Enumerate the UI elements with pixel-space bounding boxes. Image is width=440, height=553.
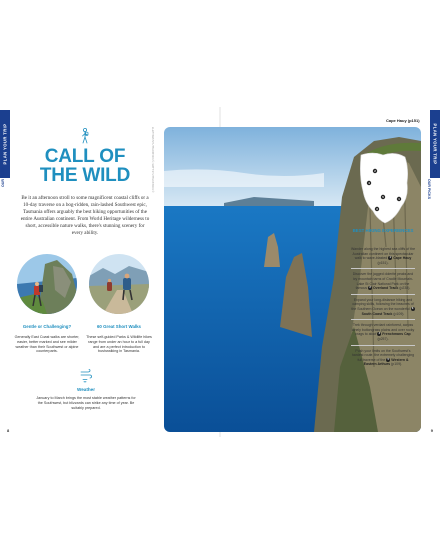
hike-ref: (p257).: [377, 336, 389, 341]
feature-title-gentle: Gentle or Challenging?: [22, 324, 72, 329]
our-picks-label-right: OUR PICKS: [427, 179, 432, 199]
hike-number: 2: [369, 286, 371, 290]
hike-place: South Coast Track: [361, 311, 393, 316]
hike-item-3: [351, 295, 415, 320]
svg-text:5: 5: [382, 195, 384, 199]
map-marker-1: [397, 197, 401, 201]
weather-text: January to March brings the most stable weather patterns for the Southwest, but blizzards can strike any time of year. Be suitably prepared.: [36, 396, 136, 410]
hikers-trail-photo: [89, 254, 149, 314]
hike-ref: (p238).: [399, 286, 411, 291]
title-line-2: THE WILD: [39, 165, 131, 186]
feature-text-short-walks: These self-guided Parks & Wildlife hikes range from under an hour to a full day and are a perfect introduction to bushwalking in Tasmania.: [86, 335, 152, 354]
map-marker-2: [373, 169, 377, 173]
hike-text: Expand your long-distance hiking and camping skills, following the beaches of the Southern Ocean on the wonderful: [351, 297, 414, 311]
hike-place: Cape Hauy: [393, 256, 412, 261]
feature-text-gentle: Generally East Coast walks are shorter, easier, better marked and see milder weather than their Southwest or alpine counterparts.: [14, 335, 80, 354]
svg-text:1: 1: [398, 197, 400, 201]
page-number-right: 9: [430, 428, 433, 433]
svg-text:4: 4: [368, 181, 370, 185]
hiker-cliff-illustration: [17, 254, 77, 314]
photo-caption: Cape Hauy (p151): [386, 118, 420, 123]
svg-text:2: 2: [374, 169, 376, 173]
best-hiking-title: BEST HIKING EXPERIENCES: [352, 228, 414, 233]
weather-title: Weather: [76, 387, 96, 392]
tasmania-map: [355, 149, 411, 227]
tab-label: PLAN YOUR TRIP: [2, 123, 8, 165]
our-picks-label: OUR PICKS: [1, 167, 5, 187]
hike-number: 1: [389, 256, 391, 260]
hike-text: Discover the jagged dolerite peaks and icy mountain tarns of Cradle Mountain-Lake St Clair National Park on the famous: [352, 272, 414, 291]
hike-place: Overland Track: [373, 286, 399, 291]
hike-ref: (p151).: [377, 260, 389, 265]
map-marker-5: [381, 195, 385, 199]
hike-place: Frenchmans Cap: [382, 332, 411, 337]
title-line-1: CALL OF: [44, 146, 126, 167]
hikers-trail-illustration: [89, 254, 149, 314]
hiker-icon: [80, 128, 90, 144]
hike-item-1: [351, 244, 415, 269]
hike-number: 5: [387, 357, 389, 361]
hike-place: Western & Eastern Arthurs: [363, 357, 409, 367]
hike-item-2: [351, 269, 415, 294]
plan-your-trip-tab-right: [430, 110, 440, 178]
intro-paragraph: Be it an afternoon stroll to some magnificent coastal cliffs or a 10-day traverse on a bog-ridden, rain-lashed Southwest epic, Tasmania offers arguably the best hiking opportunities of the entire Australian continent. From World Heritage wilderness to short, accessible nature walks, there's stunning scenery for every ability.: [20, 195, 150, 236]
svg-text:3: 3: [376, 207, 378, 211]
hike-text: Trek through verdant rainforest, across lonely buttongrass plains and over rocky crags to aloof: [351, 323, 415, 337]
map-marker-3: [375, 207, 379, 211]
hike-item-4: [351, 320, 415, 345]
book-spread: [0, 107, 440, 437]
hike-item-5: [351, 346, 415, 370]
hike-number: 3: [411, 307, 414, 311]
right-page: [220, 107, 440, 437]
hiker-cliff-photo: [17, 254, 77, 314]
hike-ref: (p109).: [391, 362, 403, 367]
map-marker-4: [367, 181, 371, 185]
hike-text: Push your limits on the Southwest's hardest route, the extremely challenging full traverse of the: [351, 348, 415, 362]
feature-title-short-walks: 60 Great Short Walks: [96, 324, 141, 329]
hike-number: 4: [378, 332, 381, 336]
hike-list: [351, 244, 415, 370]
tasmania-map-svg: [355, 149, 411, 227]
page-title: [30, 147, 140, 185]
tab-label-right: PLAN YOUR TRIP: [432, 123, 438, 165]
page-number-left: 8: [7, 428, 10, 433]
photo-credit: ELEPHANT/SHUTTERSTOCK ©, MATT SHUTTERSTOCK ©: [151, 127, 154, 193]
hike-text: Wander along the highest sea cliffs of the Australian continent on this spectacular walk to wave-blasted: [351, 247, 416, 261]
wind-icon: [80, 369, 92, 383]
hike-ref: (p109).: [393, 311, 405, 316]
